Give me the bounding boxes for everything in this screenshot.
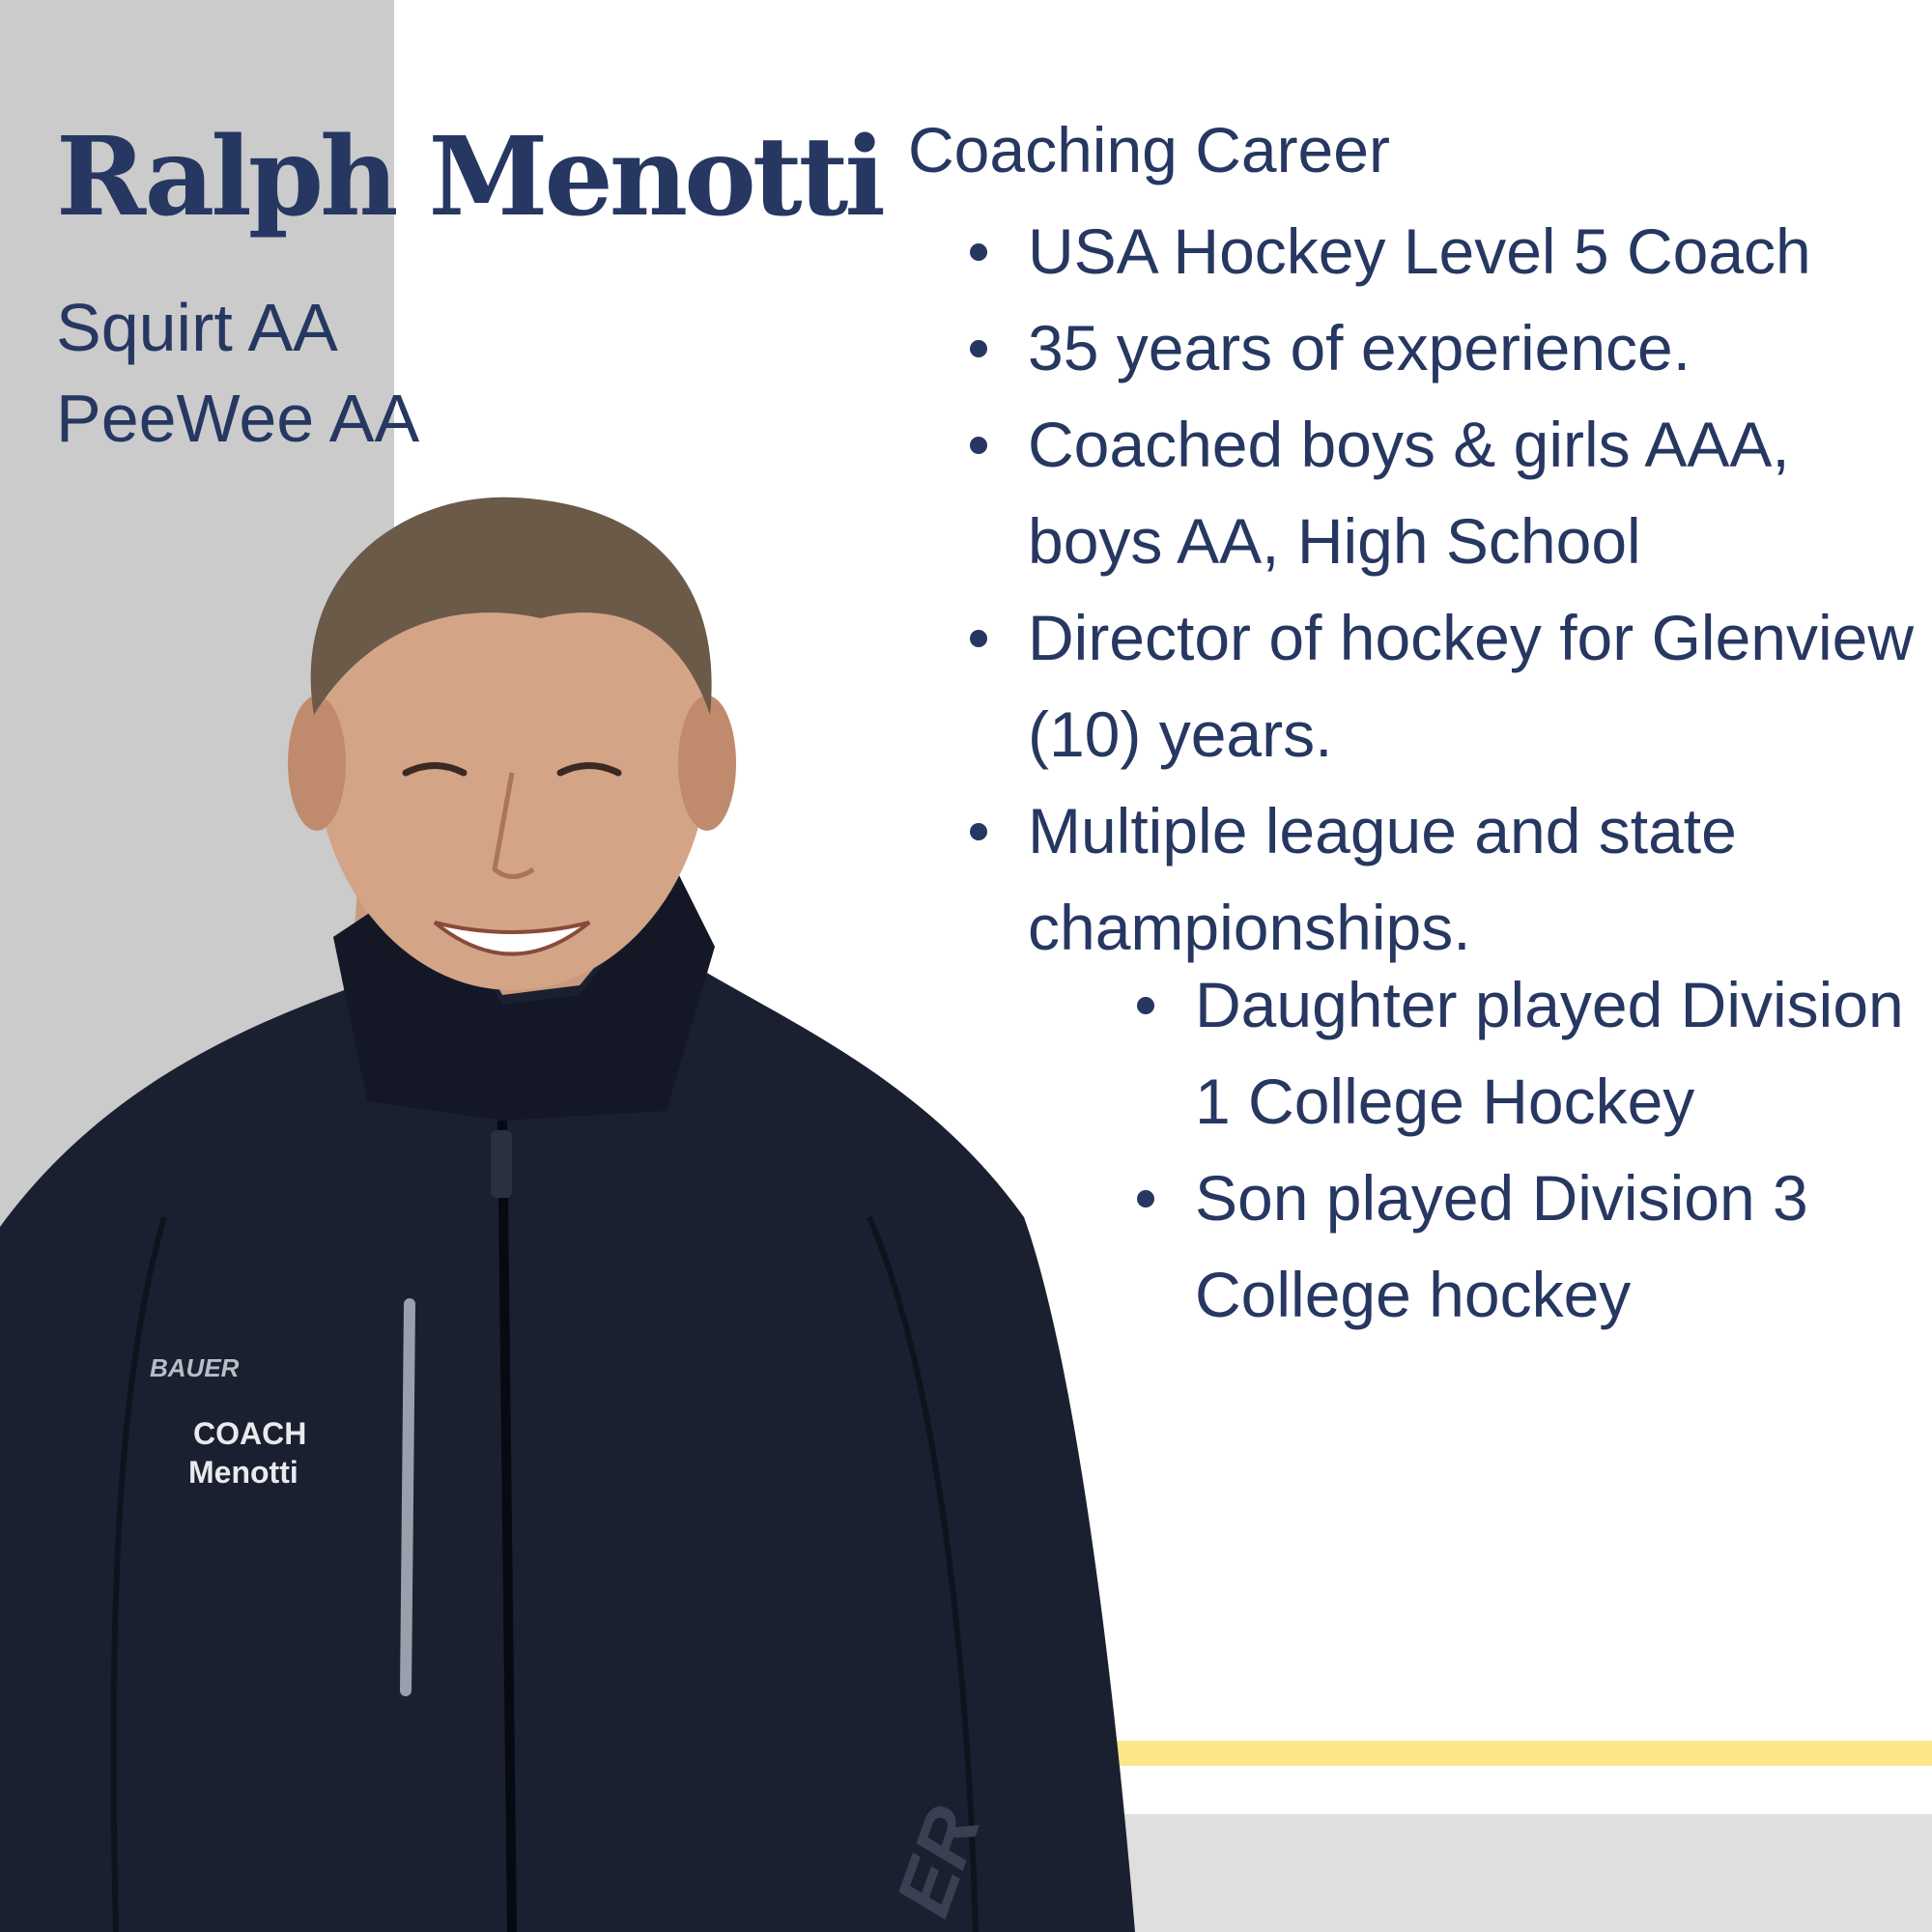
- gray-bottom-bar: [1111, 1814, 1932, 1932]
- list-item-text: Director of hockey for Glenview (10) years.: [1028, 602, 1915, 770]
- list-item-text: Multiple league and state championships.: [1028, 795, 1737, 963]
- list-item: [1028, 589, 1926, 782]
- sleeve-text: ER: [879, 1796, 997, 1927]
- list-item: [1028, 396, 1926, 589]
- list-item-text: USA Hockey Level 5 Coach: [1028, 215, 1811, 287]
- jacket-name-text: Menotti: [188, 1455, 298, 1490]
- bullet-icon: [970, 437, 987, 454]
- list-item-text: Son played Division 3 College hockey: [1195, 1162, 1808, 1330]
- yellow-accent-stripe: [1111, 1741, 1932, 1766]
- ear-left: [288, 696, 346, 831]
- list-item: [1028, 203, 1926, 299]
- pocket-zipper: [406, 1304, 410, 1690]
- coach-name: Ralph Menotti: [56, 114, 882, 241]
- list-item: [1028, 782, 1926, 976]
- section-title: Coaching Career: [908, 114, 1390, 185]
- list-item: [1028, 299, 1926, 396]
- list-item-text: 35 years of experience.: [1028, 312, 1691, 384]
- coach-photo: [0, 483, 1150, 1932]
- bullet-icon: [970, 243, 987, 261]
- family-list: [1195, 956, 1910, 1343]
- career-list: [1028, 203, 1926, 976]
- jacket-coach-text: COACH: [193, 1416, 307, 1451]
- list-item-text: Daughter played Division 1 College Hockey: [1195, 969, 1904, 1137]
- list-item-text: Coached boys & girls AAA, boys AA, High School: [1028, 409, 1790, 577]
- list-item: [1195, 956, 1910, 1150]
- team-list: [56, 282, 419, 464]
- bullet-icon: [970, 340, 987, 357]
- zipper-pull: [491, 1130, 512, 1198]
- list-item: [1195, 1150, 1910, 1343]
- team-item: Squirt AA: [56, 290, 338, 365]
- team-item: PeeWee AA: [56, 381, 420, 456]
- jacket-brand-text: BAUER: [150, 1353, 240, 1382]
- ear-right: [678, 696, 736, 831]
